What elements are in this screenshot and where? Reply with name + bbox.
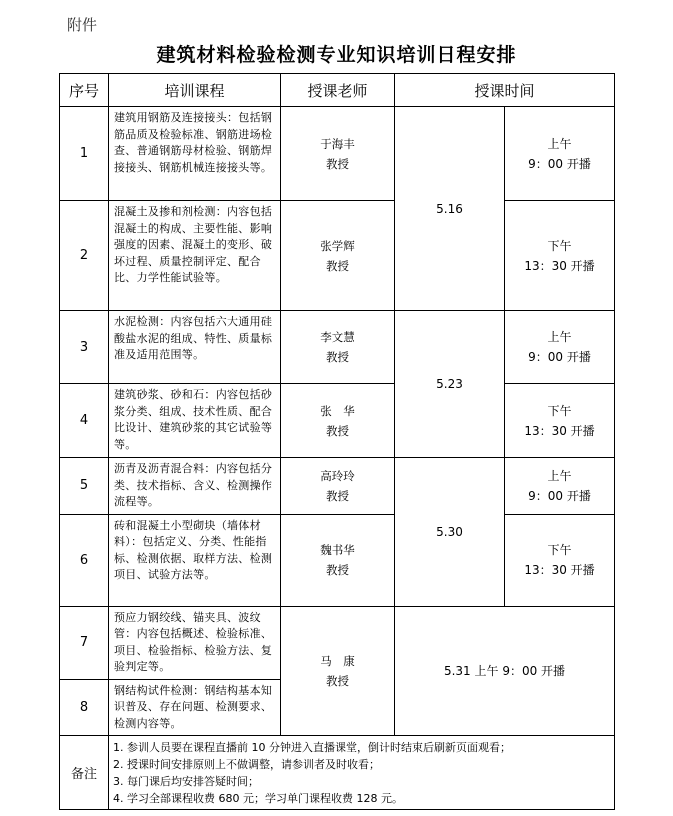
note-item: 3. 每门课后均安排答疑时间；: [113, 774, 259, 788]
course-description: 水泥检测：内容包括六大通用硅酸盐水泥的组成、特性、质量标准及适用范围等。: [109, 311, 281, 384]
note-item: 2. 授课时间安排原则上不做调整，请参训者及时收看；: [113, 757, 380, 771]
header-teacher: 授课老师: [281, 74, 395, 107]
table-row: [60, 458, 615, 515]
row-number: 7: [60, 606, 109, 679]
row-number: 1: [60, 107, 109, 201]
teacher-cell: [281, 514, 395, 606]
notes-row: [60, 736, 615, 810]
slot-period: 上午: [547, 468, 572, 483]
note-item: 1. 参训人员要在课程直播前 10 分钟进入直播课堂，倒计时结束后刷新页面观看；: [113, 740, 511, 754]
slot-period: 上午: [547, 136, 572, 151]
teacher-title: 教授: [326, 350, 349, 364]
row-number: 4: [60, 384, 109, 458]
row-number: 5: [60, 458, 109, 515]
row-number: 2: [60, 201, 109, 311]
header-course: 培训课程: [109, 74, 281, 107]
teacher-name: 马 康: [320, 653, 355, 668]
slot-period: 下午: [547, 403, 572, 418]
slot-time: 9：00 开播: [528, 488, 591, 503]
teacher-name: 于海丰: [320, 136, 355, 151]
teacher-name: 高玲玲: [320, 468, 355, 483]
notes-label: 备注: [60, 736, 109, 810]
row-number: 6: [60, 514, 109, 606]
teacher-cell: [281, 458, 395, 515]
teacher-cell: [281, 606, 395, 736]
teacher-name: 李文慧: [320, 330, 355, 344]
teacher-cell: [281, 107, 395, 201]
schedule-table: [59, 73, 615, 810]
time-slot: [505, 201, 615, 311]
date-time-cell: 5.31 上午 9：00 开播: [395, 606, 615, 736]
time-slot: [505, 384, 615, 458]
course-description: 沥青及沥青混合料：内容包括分类、技术指标、含义、检测操作流程等。: [109, 458, 281, 515]
slot-period: 下午: [547, 543, 572, 557]
teacher-cell: [281, 384, 395, 458]
date-cell: 5.30: [395, 458, 505, 607]
course-description: 建筑砂浆、砂和石：内容包括砂浆分类、组成、技术性质、配合比设计、建筑砂浆的其它试验等等。: [109, 384, 281, 458]
slot-period: 上午: [547, 330, 572, 344]
course-description: 建筑用钢筋及连接接头：包括钢筋品质及检验标准、钢筋进场检查、普通钢筋母材检验、钢筋焊接接头、钢筋机械连接接头等。: [109, 107, 281, 201]
teacher-name: 张学辉: [320, 238, 355, 253]
slot-time: 13：30 开播: [524, 423, 595, 438]
slot-time: 9：00 开播: [528, 156, 591, 171]
date-cell: 5.23: [395, 311, 505, 458]
table-row: [60, 384, 615, 458]
time-slot: [505, 311, 615, 384]
table-header-row: [60, 74, 615, 107]
time-slot: [505, 107, 615, 201]
course-description: 预应力钢绞线、锚夹具、波纹管：内容包括概述、检验标准、项目、检验指标、检验方法、复验判定等。: [109, 606, 281, 679]
row-number: 8: [60, 679, 109, 736]
teacher-name: 张 华: [320, 403, 355, 418]
page-title: 建筑材料检验检测专业知识培训日程安排: [156, 44, 517, 66]
teacher-cell: [281, 201, 395, 311]
date-cell: 5.16: [395, 107, 505, 311]
slot-time: 13：30 开播: [524, 258, 595, 273]
table-row: [60, 107, 615, 201]
slot-period: 下午: [547, 238, 572, 253]
time-slot: [505, 458, 615, 515]
teacher-title: 教授: [326, 563, 349, 577]
row-number: 3: [60, 311, 109, 384]
time-slot: [505, 514, 615, 606]
header-time: 授课时间: [395, 74, 615, 107]
course-description: 砖和混凝土小型砌块（墙体材料）：包括定义、分类、性能指标、检测依据、取样方法、检测项目、试验方法等。: [109, 514, 281, 606]
teacher-title: 教授: [326, 673, 349, 688]
teacher-cell: [281, 311, 395, 384]
header-no: 序号: [60, 74, 109, 107]
table-row: [60, 201, 615, 311]
slot-time: 13：30 开播: [524, 563, 595, 577]
teacher-title: 教授: [326, 423, 349, 438]
table-row: [60, 606, 615, 679]
attachment-label: 附件: [67, 16, 98, 34]
notes-cell: [109, 736, 615, 810]
table-row: [60, 311, 615, 384]
slot-time: 9：00 开播: [528, 350, 591, 364]
teacher-title: 教授: [326, 156, 349, 171]
note-item: 4. 学习全部课程收费 680 元；学习单门课程收费 128 元。: [113, 791, 403, 805]
teacher-title: 教授: [326, 488, 349, 503]
teacher-name: 魏书华: [320, 543, 355, 557]
teacher-title: 教授: [326, 258, 349, 273]
course-description: 钢结构试件检测：钢结构基本知识普及、存在问题、检测要求、检测内容等。: [109, 679, 281, 736]
course-description: 混凝土及掺和剂检测：内容包括混凝土的构成、主要性能、影响强度的因素、混凝土的变形、破坏过程、质量控制评定、配合比、力学性能试验等。: [109, 201, 281, 311]
table-row: [60, 514, 615, 606]
